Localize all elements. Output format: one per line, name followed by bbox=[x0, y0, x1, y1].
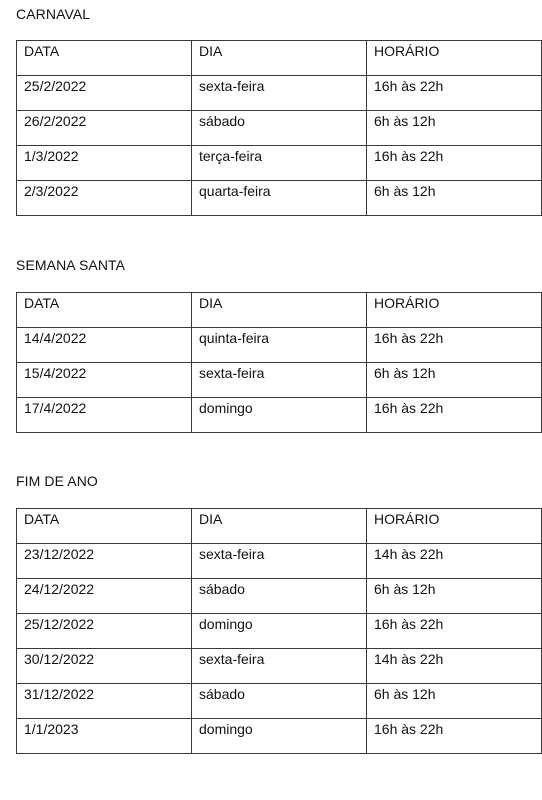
cell-date: 1/3/2022 bbox=[17, 146, 192, 181]
header-cell-dia: DIA bbox=[192, 509, 367, 544]
header-cell-data: DATA bbox=[17, 41, 192, 76]
cell-day: quinta-feira bbox=[192, 328, 367, 363]
section-title-carnaval: CARNAVAL bbox=[16, 6, 91, 22]
cell-date: 14/4/2022 bbox=[17, 328, 192, 363]
cell-date: 26/2/2022 bbox=[17, 111, 192, 146]
cell-day: domingo bbox=[192, 614, 367, 649]
cell-day: domingo bbox=[192, 398, 367, 433]
table-row bbox=[17, 328, 542, 363]
table-header-row bbox=[17, 41, 542, 76]
cell-time: 6h às 12h bbox=[367, 579, 542, 614]
cell-time: 14h às 22h bbox=[367, 544, 542, 579]
table-row bbox=[17, 649, 542, 684]
cell-day: sexta-feira bbox=[192, 76, 367, 111]
cell-date: 24/12/2022 bbox=[17, 579, 192, 614]
section-title-fim-de-ano: FIM DE ANO bbox=[16, 473, 98, 489]
table-row bbox=[17, 146, 542, 181]
cell-date: 25/2/2022 bbox=[17, 76, 192, 111]
cell-day: sábado bbox=[192, 111, 367, 146]
cell-date: 15/4/2022 bbox=[17, 363, 192, 398]
header-cell-dia: DIA bbox=[192, 41, 367, 76]
cell-time: 16h às 22h bbox=[367, 76, 542, 111]
cell-time: 16h às 22h bbox=[367, 146, 542, 181]
cell-time: 16h às 22h bbox=[367, 398, 542, 433]
table-row bbox=[17, 684, 542, 719]
cell-date: 2/3/2022 bbox=[17, 181, 192, 216]
cell-day: sexta-feira bbox=[192, 649, 367, 684]
cell-time: 14h às 22h bbox=[367, 649, 542, 684]
cell-day: quarta-feira bbox=[192, 181, 367, 216]
header-cell-horario: HORÁRIO bbox=[367, 293, 542, 328]
header-cell-data: DATA bbox=[17, 293, 192, 328]
table-header-row bbox=[17, 293, 542, 328]
header-cell-dia: DIA bbox=[192, 293, 367, 328]
cell-time: 6h às 12h bbox=[367, 363, 542, 398]
cell-time: 16h às 22h bbox=[367, 719, 542, 754]
cell-date: 23/12/2022 bbox=[17, 544, 192, 579]
schedule-table-semana-santa bbox=[16, 292, 542, 433]
table-row bbox=[17, 363, 542, 398]
table-header-row bbox=[17, 509, 542, 544]
cell-day: terça-feira bbox=[192, 146, 367, 181]
cell-day: sábado bbox=[192, 579, 367, 614]
cell-time: 6h às 12h bbox=[367, 111, 542, 146]
table-row bbox=[17, 614, 542, 649]
cell-day: sexta-feira bbox=[192, 363, 367, 398]
section-title-semana-santa: SEMANA SANTA bbox=[16, 257, 126, 273]
table-row bbox=[17, 111, 542, 146]
cell-time: 6h às 12h bbox=[367, 684, 542, 719]
table-row bbox=[17, 76, 542, 111]
cell-time: 16h às 22h bbox=[367, 328, 542, 363]
table-row bbox=[17, 181, 542, 216]
cell-date: 17/4/2022 bbox=[17, 398, 192, 433]
schedule-table-fim-de-ano bbox=[16, 508, 542, 754]
table-row bbox=[17, 579, 542, 614]
cell-day: sábado bbox=[192, 684, 367, 719]
cell-day: domingo bbox=[192, 719, 367, 754]
header-cell-horario: HORÁRIO bbox=[367, 509, 542, 544]
header-cell-horario: HORÁRIO bbox=[367, 41, 542, 76]
cell-date: 31/12/2022 bbox=[17, 684, 192, 719]
cell-time: 16h às 22h bbox=[367, 614, 542, 649]
cell-date: 25/12/2022 bbox=[17, 614, 192, 649]
cell-time: 6h às 12h bbox=[367, 181, 542, 216]
cell-date: 1/1/2023 bbox=[17, 719, 192, 754]
cell-day: sexta-feira bbox=[192, 544, 367, 579]
table-row bbox=[17, 398, 542, 433]
schedule-table-carnaval bbox=[16, 40, 542, 216]
cell-date: 30/12/2022 bbox=[17, 649, 192, 684]
table-row bbox=[17, 719, 542, 754]
header-cell-data: DATA bbox=[17, 509, 192, 544]
table-row bbox=[17, 544, 542, 579]
